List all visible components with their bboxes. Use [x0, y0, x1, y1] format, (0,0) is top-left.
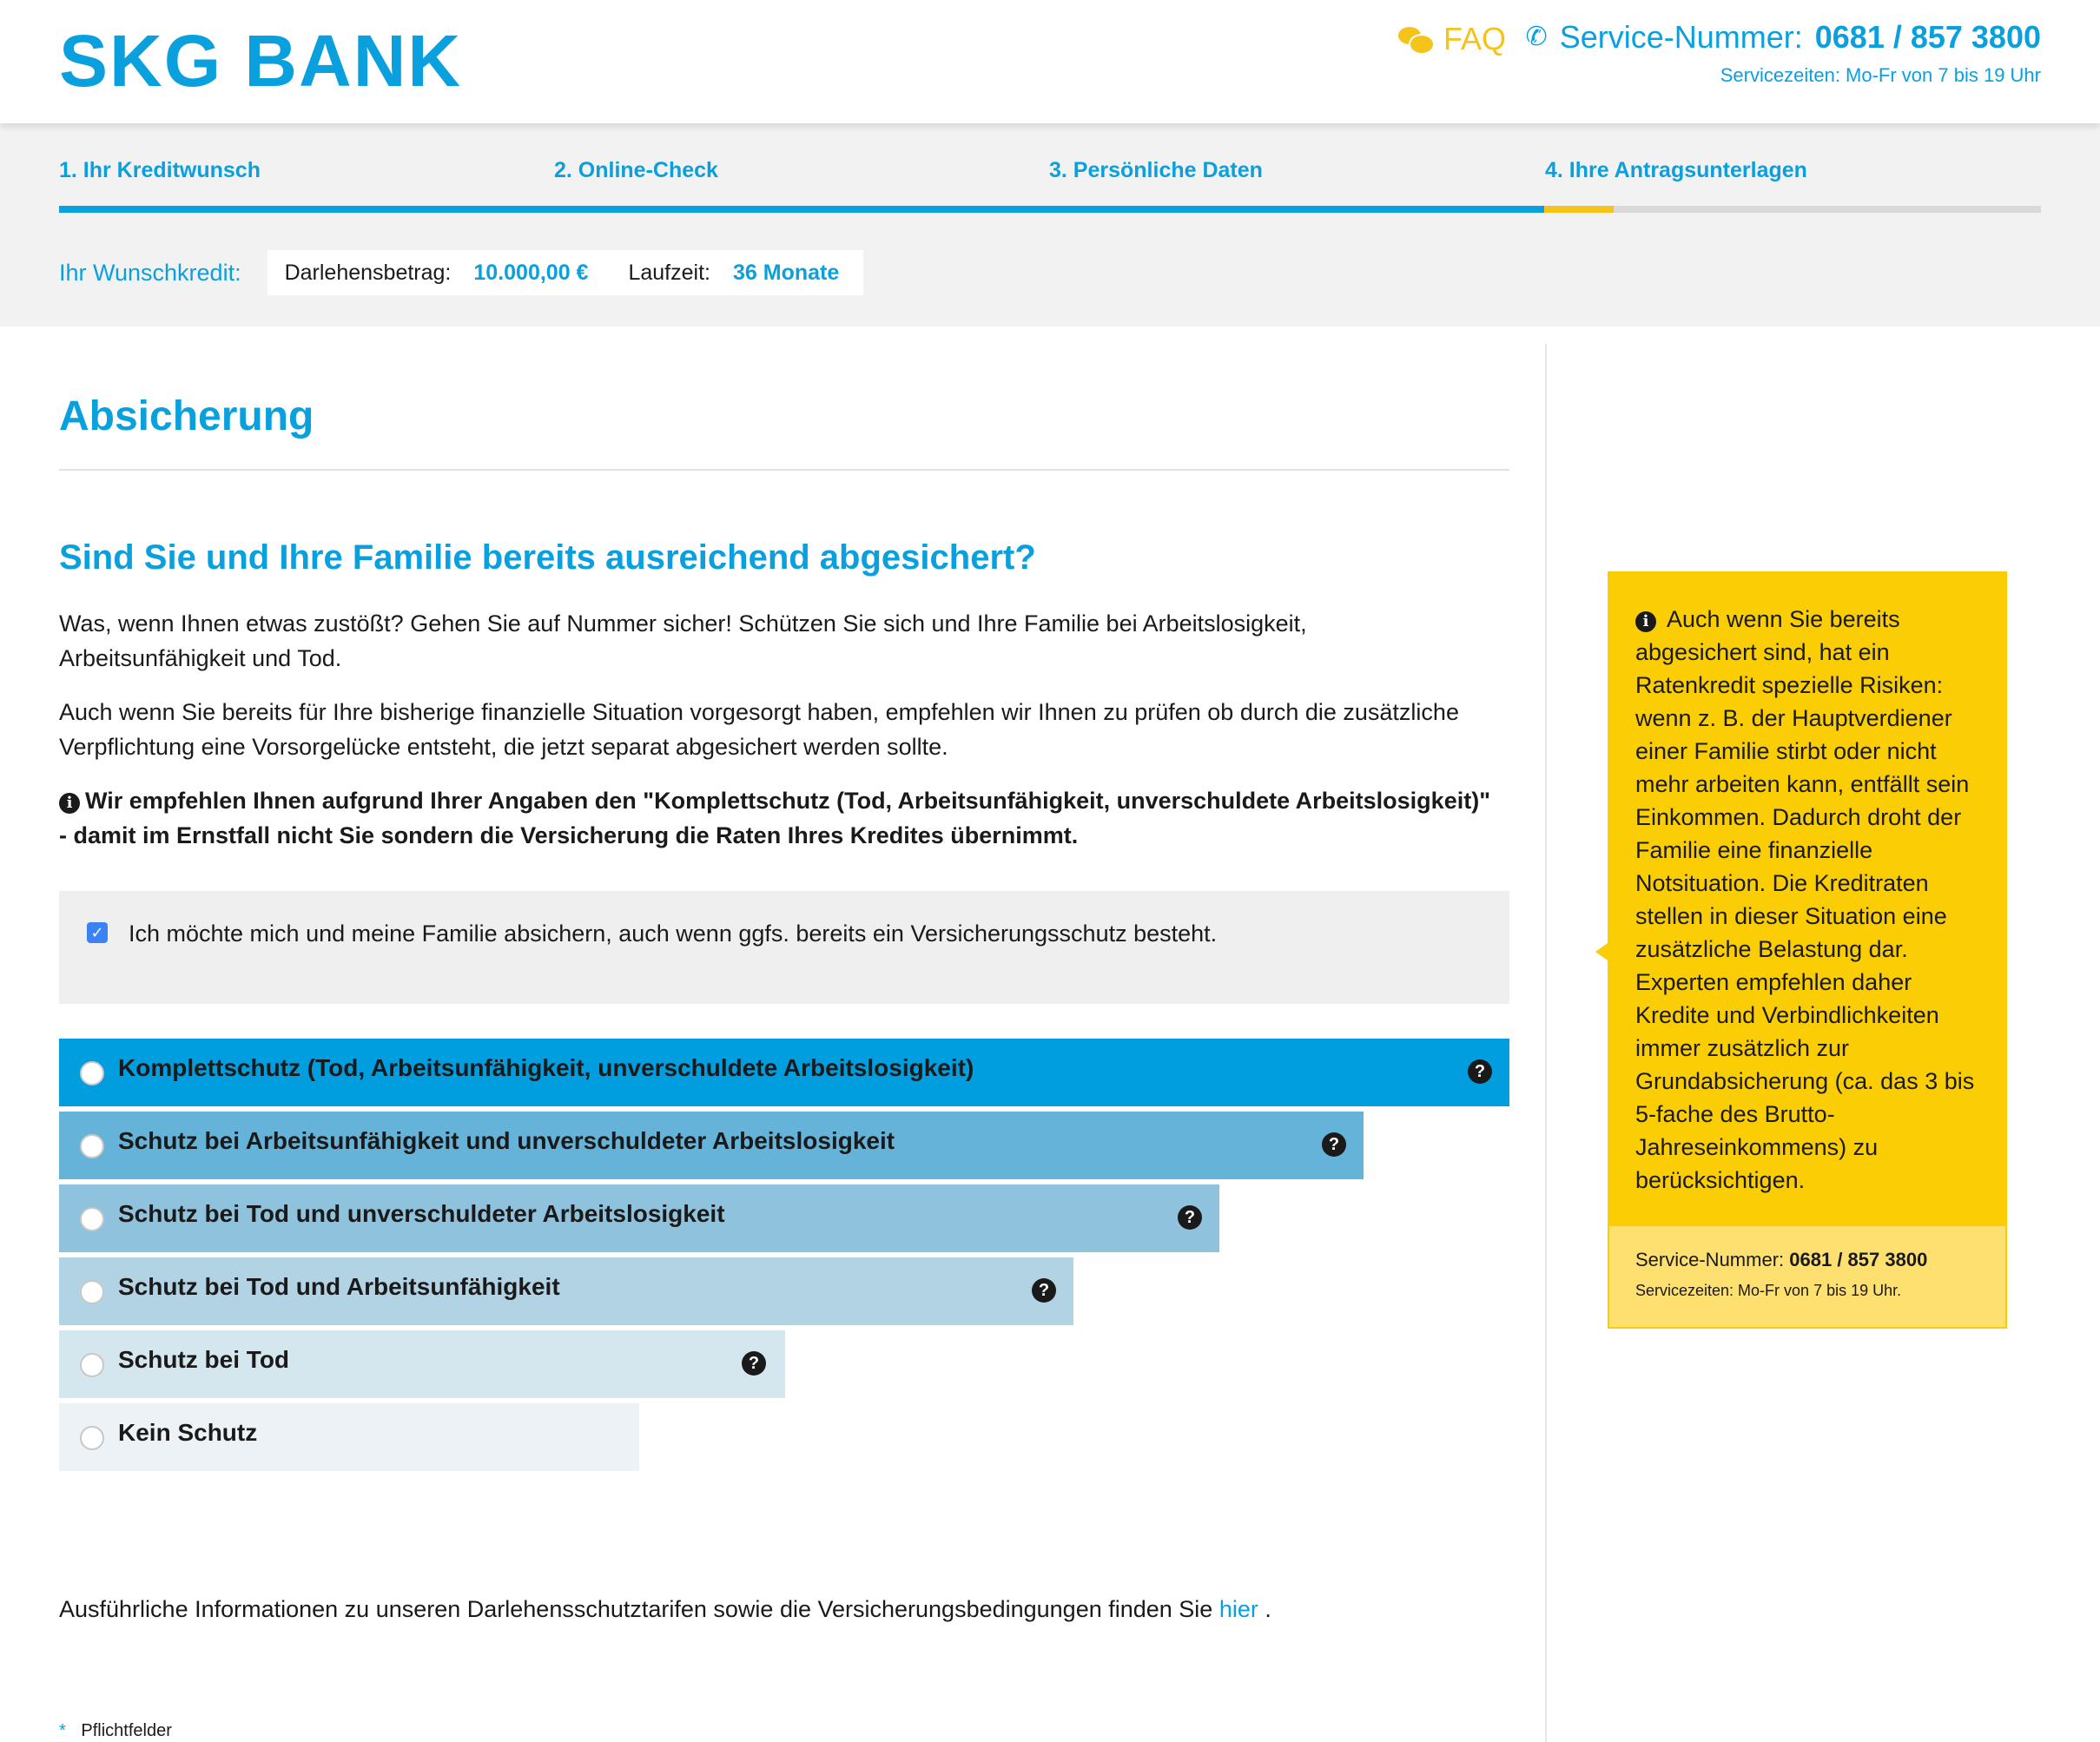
sidebar-service-label: Service-Nummer:: [1635, 1249, 1785, 1270]
option-arbeitsunfaehigkeit-arbeitslosigkeit[interactable]: [59, 1112, 1364, 1179]
title-divider: [59, 469, 1509, 471]
sidebar-divider: [1545, 344, 1547, 1742]
header: [0, 0, 2100, 123]
option-tod-arbeitsunfaehigkeit[interactable]: [59, 1257, 1073, 1325]
phone-icon: ✆: [1525, 23, 1548, 51]
recommendation-text: [59, 783, 1492, 853]
option-tod[interactable]: [59, 1330, 785, 1398]
progress-completed: [59, 206, 1544, 213]
advice-paragraph: Auch wenn Sie bereits für Ihre bisherige finanzielle Situation vorgesorgt haben, empfehlen wir Ihnen zu prüfen ob durch die zusätzliche Verpflichtung eine Vorsorgelücke entsteht, die jetzt separat abgesichert werden sollte.: [59, 699, 1459, 760]
question-circle-icon[interactable]: ?: [1468, 1059, 1492, 1084]
confirm-protection-label[interactable]: Ich möchte mich und meine Familie absichern, auch wenn ggfs. bereits ein Versicherungsschutz besteht.: [129, 920, 1218, 947]
recommendation-label: Wir empfehlen Ihnen aufgrund Ihrer Angaben den "Komplettschutz (Tod, Arbeitsunfähigkeit, unverschuldete Arbeitslosigkeit)" - damit im Ernstfall nicht Sie sondern die Versicherung die Raten Ihres Kredites übernimmt.: [59, 788, 1490, 848]
terms-info: [59, 1596, 1271, 1623]
info-sidebar-box: [1608, 571, 2007, 1329]
option-label: Komplettschutz (Tod, Arbeitsunfähigkeit, unverschuldete Arbeitslosigkeit): [118, 1054, 974, 1081]
question-circle-icon[interactable]: ?: [1032, 1278, 1056, 1303]
question-circle-icon[interactable]: ?: [1322, 1132, 1346, 1157]
progress-current-step: [1544, 206, 1614, 213]
service-hours: Servicezeiten: Mo-Fr von 7 bis 19 Uhr: [1720, 64, 2041, 86]
required-star: *: [59, 1721, 66, 1740]
option-label: Kein Schutz: [118, 1419, 258, 1446]
info-icon: i: [59, 793, 80, 814]
step-3[interactable]: 3. Persönliche Daten: [1049, 158, 1263, 182]
service-number[interactable]: 0681 / 857 3800: [1814, 19, 2041, 55]
terms-text: Ausführliche Informationen zu unseren Darlehensschutztarifen sowie die Versicherungsbedingungen finden Sie: [59, 1596, 1213, 1622]
faq-label: FAQ: [1443, 21, 1507, 56]
option-label: Schutz bei Tod und Arbeitsunfähigkeit: [118, 1273, 560, 1300]
loan-summary-label: Ihr Wunschkredit:: [59, 259, 241, 286]
chat-bubbles-icon: [1398, 25, 1433, 53]
loan-term-value: 36 Monate: [732, 260, 840, 285]
service-number-line: [1522, 19, 2041, 56]
option-tod-arbeitslosigkeit[interactable]: [59, 1184, 1219, 1252]
faq-link[interactable]: [1398, 21, 1506, 57]
sidebar-service-number[interactable]: 0681 / 857 3800: [1789, 1249, 1928, 1270]
radio-button[interactable]: [80, 1207, 104, 1231]
radio-button[interactable]: [80, 1353, 104, 1377]
radio-button[interactable]: [80, 1426, 104, 1450]
option-label: Schutz bei Tod und unverschuldeter Arbeitslosigkeit: [118, 1200, 725, 1227]
loan-summary: [59, 250, 863, 295]
option-komplettschutz[interactable]: [59, 1039, 1509, 1106]
option-label: Schutz bei Arbeitsunfähigkeit und unverschuldeter Arbeitslosigkeit: [118, 1127, 895, 1154]
terms-end: .: [1265, 1596, 1271, 1622]
info-sidebar-text: [1635, 603, 1983, 1197]
step-navigation: [59, 158, 2041, 193]
required-label: Pflichtfelder: [81, 1721, 172, 1740]
required-fields-note: [59, 1721, 172, 1741]
question-circle-icon[interactable]: ?: [742, 1351, 766, 1376]
info-sidebar-body: Auch wenn Sie bereits abgesichert sind, hat ein Ratenkredit spezielle Risiken: wenn z. B. der Hauptverdiener einer Familie stirbt oder nicht mehr arbeiten kann, entfällt sein Einkommen. Dadurch droht der Familie eine finanzielle Notsituation. Die Kreditraten stellen in dieser Situation eine zusätzliche Belastung dar. Experten empfehlen daher Kredite und Verbindlichkeiten immer zusätzlich zur Grundabsicherung (ca. das 3 bis 5-fache des Brutto-Jahreseinkommens) zu berücksichtigen.: [1635, 606, 1975, 1193]
step-1[interactable]: 1. Ihr Kreditwunsch: [59, 158, 261, 182]
progress-bar: [59, 206, 2041, 213]
section-title: Sind Sie und Ihre Familie bereits ausreichend abgesichert?: [59, 538, 1036, 577]
confirm-protection-checkbox[interactable]: ✓: [87, 922, 108, 943]
confirm-protection-panel: [59, 891, 1509, 1004]
step-4[interactable]: 4. Ihre Antragsunterlagen: [1545, 158, 1807, 182]
bank-logo[interactable]: SKG BANK: [59, 20, 463, 102]
loan-summary-box: [267, 250, 864, 295]
radio-button[interactable]: [80, 1061, 104, 1085]
option-kein-schutz[interactable]: [59, 1403, 639, 1471]
sidebar-service-hours: Servicezeiten: Mo-Fr von 7 bis 19 Uhr.: [1635, 1282, 1902, 1299]
option-label: Schutz bei Tod: [118, 1346, 290, 1373]
sidebar-service-line: [1635, 1249, 1927, 1271]
radio-button[interactable]: [80, 1134, 104, 1158]
info-icon: i: [1635, 611, 1656, 632]
info-sidebar-service: [1608, 1224, 2007, 1329]
loan-amount-value: 10.000,00 €: [473, 260, 589, 285]
service-info: [1522, 19, 2041, 87]
radio-button[interactable]: [80, 1280, 104, 1304]
step-2[interactable]: 2. Online-Check: [554, 158, 718, 182]
loan-amount-label: Darlehensbetrag:: [284, 260, 452, 285]
intro-paragraph: Was, wenn Ihnen etwas zustößt? Gehen Sie auf Nummer sicher! Schützen Sie sich und Ihre Familie bei Arbeitslosigkeit, Arbeitsunfähigkeit und Tod.: [59, 610, 1307, 671]
service-label: Service-Nummer:: [1559, 19, 1803, 55]
loan-term-label: Laufzeit:: [628, 260, 710, 285]
page-title: Absicherung: [59, 393, 314, 439]
question-circle-icon[interactable]: ?: [1178, 1205, 1202, 1230]
progress-area: [0, 123, 2100, 327]
terms-link[interactable]: hier: [1218, 1596, 1258, 1622]
